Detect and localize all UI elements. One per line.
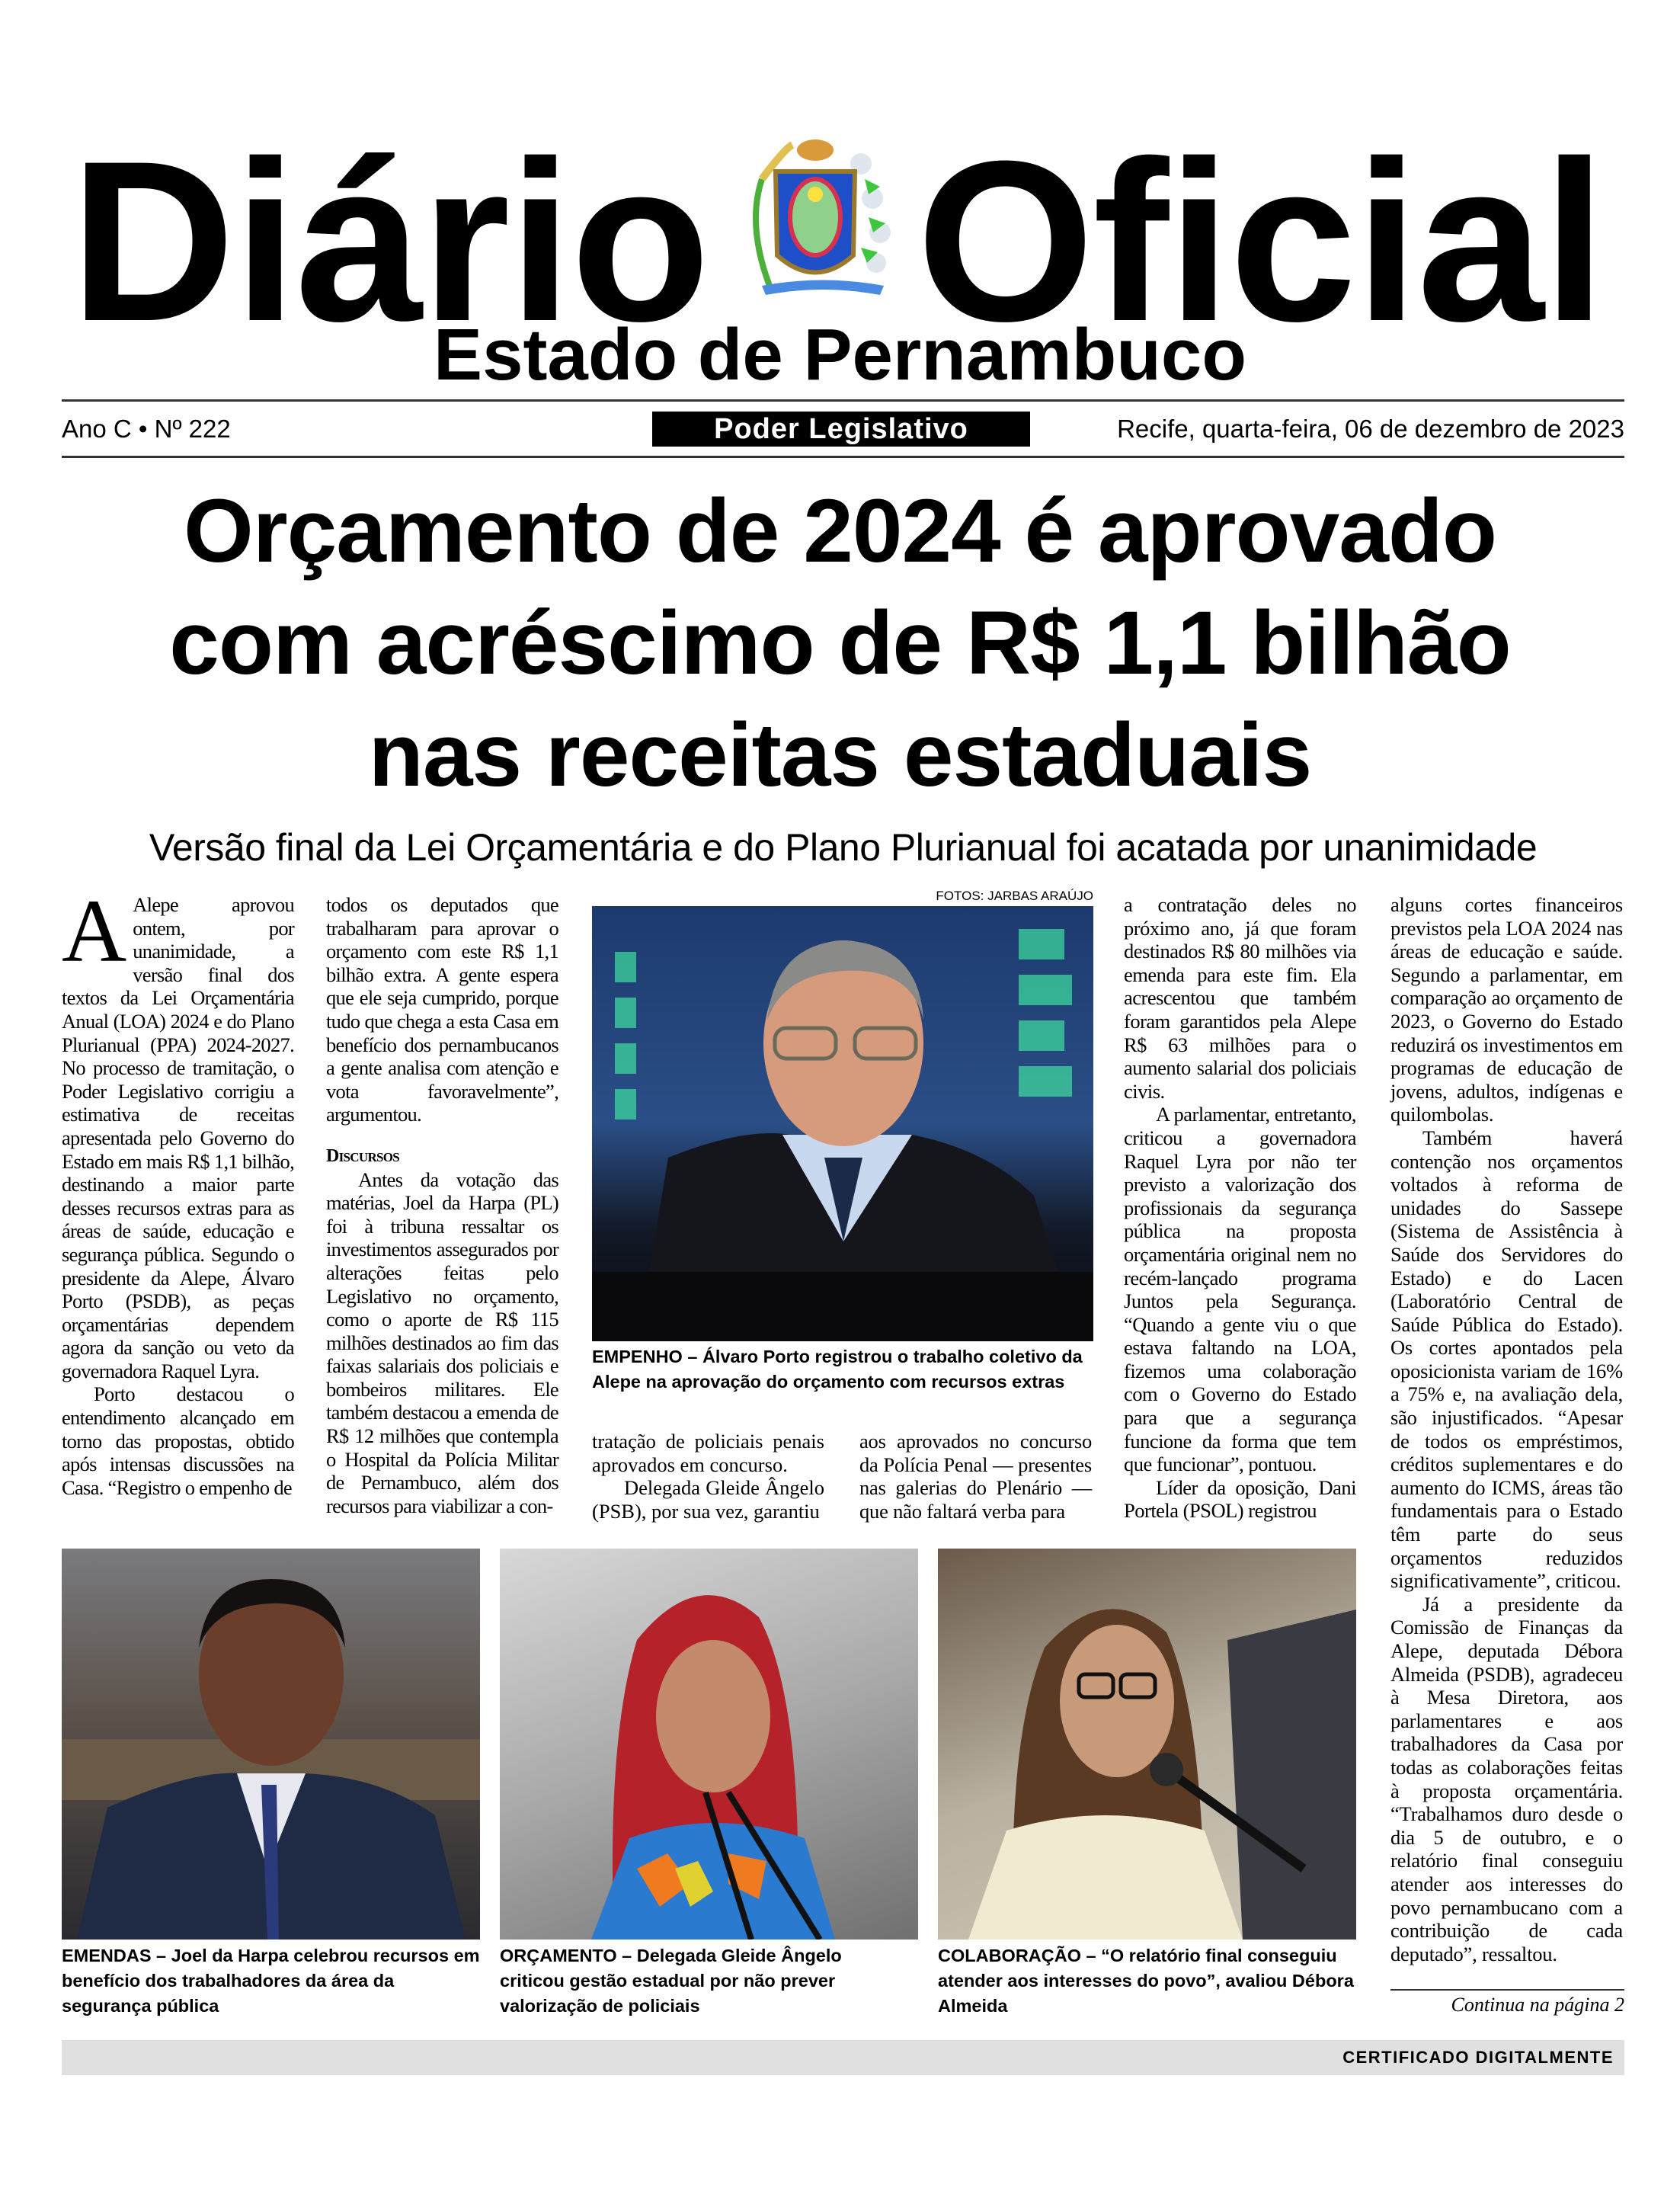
continued-link[interactable]: Continua na página 2 xyxy=(1451,1994,1624,2016)
article-column-4 xyxy=(1124,893,1356,1523)
paragraph: Alepe aprovou ontem, por unanimidade, a versão final dos textos da Lei Orçamentária Anual (LOA) 2024 e do Plano Plurianual (PPA) 2024-2027. No processo de tramitação, o Poder Legislativo corrigiu a estimativa de receitas apresentada pelo Governo do Estado em mais R$ 1,1 bilhão, destinando a maior parte desses recursos extras para as áreas de saúde, educação e segurança pública. Segundo o presidente da Alepe, Álvaro Porto (PSDB), as peças orçamentárias dependem agora da sanção ou veto da governadora Raquel Lyra. xyxy=(62,893,294,1382)
coat-of-arms-emblem xyxy=(739,133,907,305)
digital-certificate-bar: CERTIFICADO DIGITALMENTE xyxy=(62,2040,1624,2075)
headline-line: Orçamento de 2024 é aprovado xyxy=(183,481,1497,581)
masthead-subtitle: Estado de Pernambuco xyxy=(434,314,1246,396)
paragraph: a contratação deles no próximo ano, já que foram destinados R$ 80 milhões via emenda para este fim. Ela acrescentou que também foram garantidos pela Alepe R$ 63 milhões para o aumento salarial dos policiais civis. xyxy=(1124,893,1356,1103)
paragraph: A parlamentar, entretanto, criticou a governadora Raquel Lyra por não ter previsto a valorização dos profissionais da segurança pública na proposta orçamentária original nem no recém-lançado programa Juntos pela Segurança. “Quando a gente viu o que estava faltando na LOA, fizemos uma colaboração com o Governo do Estado para que a segurança funcione da forma que tem que funcionar”, pontuou. xyxy=(1124,1103,1356,1476)
divider xyxy=(62,456,1624,458)
paragraph: Líder da oposição, Dani Portela (PSOL) registrou xyxy=(1124,1475,1356,1523)
photo-caption: COLABORAÇÃO – “O relatório final conseguiu atender aos interesses do povo”, avaliou Débora Almeida xyxy=(938,1946,1354,2016)
photo-debora-almeida xyxy=(938,1549,1356,1940)
main-photo xyxy=(592,906,1093,1341)
photo-gleide-angelo xyxy=(500,1549,918,1940)
paragraph: Porto destacou o entendimento alcançado em torno das propostas, obtido após intensas discussões na Casa. “Registro o empenho de xyxy=(62,1382,294,1499)
paragraph: Já a presidente da Comissão de Finanças da Alepe, deputada Débora Almeida (PSDB), agradeceu à Mesa Diretora, aos parlamentares e aos trabalhadores da Casa por todas as colaborações feitas à proposta orçamentária. “Trabalhamos duro desde o dia 5 de outubro, e o relatório final conseguiu atender aos interesses do povo pernambucano com a contribuição de cada deputado”, ressaltou. xyxy=(1390,1592,1623,1965)
masthead-title-right: Oficial xyxy=(917,113,1605,369)
paragraph: todos os deputados que trabalharam para aprovar o orçamento com este R$ 1,1 bilhão extra. A gente espera que ele seja cumprido, porque tudo que chega a esta Casa em benefício dos pernambucanos a gente analisa com atenção e vota favoravelmente”, argumentou. xyxy=(326,893,558,1126)
article-column-3a xyxy=(592,1430,824,1523)
photo-credit: FOTOS: JARBAS ARAÚJO xyxy=(936,889,1093,903)
main-photo-caption: EMPENHO – Álvaro Porto registrou o trabalho coletivo da Alepe na aprovação do orçamento com recursos extras xyxy=(592,1347,1083,1392)
drop-cap: A xyxy=(62,881,127,981)
headline xyxy=(0,476,1680,812)
article-column-2 xyxy=(326,893,558,1517)
article-deck: Versão final da Lei Orçamentária e do Plano Plurianual foi acatada por unanimidade xyxy=(149,826,1538,869)
article-column-1 xyxy=(62,881,294,1499)
divider xyxy=(62,399,1624,402)
paragraph: Antes da votação das matérias, Joel da Harpa (PL) foi à tribuna ressaltar os investimentos assegurados por alterações feitas pelo Legislativo no orçamento, como o aporte de R$ 115 milhões destinados ao fim das faixas salariais dos policiais e bombeiros militares. Ele também destacou a emenda de R$ 12 milhões que contempla o Hospital da Polícia Militar de Pernambuco, além dos recursos para viabilizar a con- xyxy=(326,1168,558,1517)
paragraph: tratação de policiais penais aprovados em concurso. xyxy=(592,1430,824,1476)
masthead-title-left: Diário xyxy=(70,113,709,369)
article-column-5 xyxy=(1390,893,1623,1965)
photo-caption: ORÇAMENTO – Delegada Gleide Ângelo criticou gestão estadual por não prever valorização de policiais xyxy=(500,1946,842,2016)
paragraph: Delegada Gleide Ângelo (PSB), por sua vez, garantiu xyxy=(592,1476,824,1523)
edition-number: Ano C • Nº 222 xyxy=(62,415,231,443)
paragraph: alguns cortes financeiros previstos pela LOA 2024 nas áreas de educação e saúde. Segundo a parlamentar, em comparação ao orçamento de 2023, o Governo do Estado reduzirá os investimentos em programas de educação de jovens, adultos, indígenas e quilombolas. xyxy=(1390,893,1623,1126)
paragraph: aos aprovados no concurso da Polícia Penal — presentes nas galerias do Plenário — que não faltará verba para xyxy=(859,1430,1092,1523)
subheading: Discursos xyxy=(326,1145,400,1166)
article-column-3b xyxy=(859,1430,1092,1523)
divider xyxy=(1390,1989,1624,1991)
section-label: Poder Legislativo xyxy=(652,412,1030,447)
photo-caption: EMENDAS – Joel da Harpa celebrou recursos em benefício dos trabalhadores da área da segurança pública xyxy=(62,1946,480,2016)
headline-line: com acréscimo de R$ 1,1 bilhão xyxy=(169,593,1511,693)
headline-line: nas receitas estaduais xyxy=(368,705,1312,806)
paragraph: Também haverá contenção nos orçamentos voltados à reforma de unidades do Sassepe (Sistema de Assistência à Saúde dos Servidores do Estado) e do Lacen (Laboratório Central de Saúde Pública do Estado). Os cortes apontados pela oposicionista variam de 16% a 75% e, na avaliação dela, são injustificados. “Apesar de todos os empréstimos, créditos suplementares e do aumento do ICMS, áreas tão fundamentais para o Estado têm parte do seus orçamentos reduzidos significativamente”, criticou. xyxy=(1390,1126,1623,1593)
dateline: Recife, quarta-feira, 06 de dezembro de 2023 xyxy=(1117,415,1624,443)
photo-joel-da-harpa xyxy=(62,1549,480,1940)
